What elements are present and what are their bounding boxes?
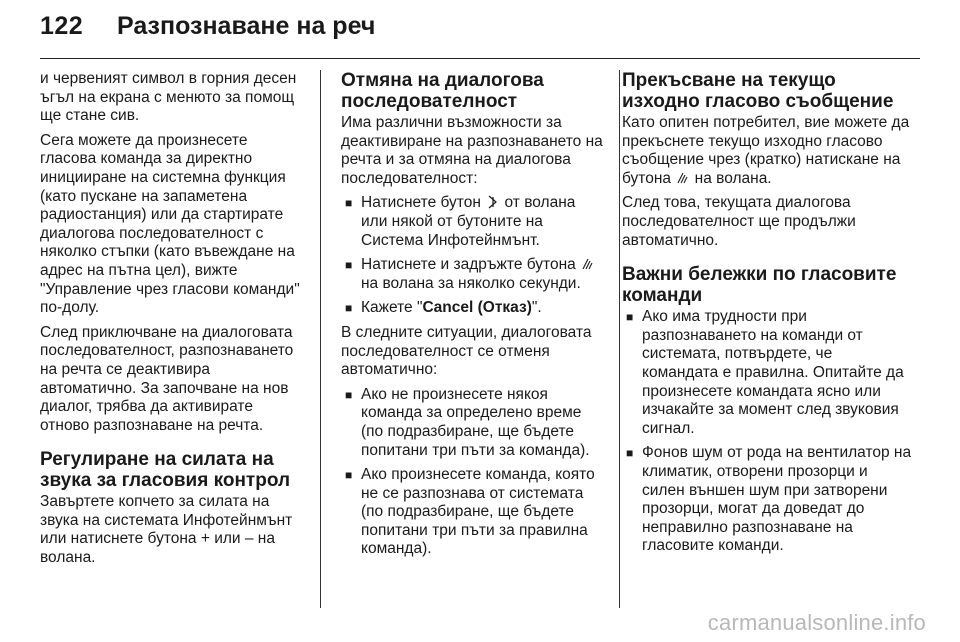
section-heading-volume: Регулиране на силата на звука за гласовия контрол	[40, 449, 291, 492]
bullet-icon: ■	[626, 446, 634, 461]
bullet-icon: ■	[345, 258, 353, 273]
cancel-methods-list	[341, 194, 606, 318]
list-item: ■ Ако произнесете команда, която не се разпознава от системата (по подразбиране, ще бъдете попитани три пъти за правилна команда).	[345, 466, 595, 558]
section-heading-notes: Важни бележки по гласовите команди	[622, 264, 897, 307]
section-heading-cancel: Отмяна на диалогова последователност	[341, 70, 544, 112]
paragraph: и червеният символ в горния десен ъгъл на екрана с менюто за помощ ще стане сив.	[40, 70, 297, 125]
voice-button-icon	[582, 257, 593, 271]
bullet-icon: ■	[345, 196, 353, 211]
bullet-icon: ■	[626, 310, 634, 325]
paragraph: Сега можете да произнесете гласова команда за директно иницииране на системна функция (като пускане на запаметена радиостанция) или да стартирате диалогова последователност с няколко стъпки (като въвеждане на адрес на пътна цел), вижте "Управление чрез гласови команди" по-долу.	[40, 131, 300, 317]
page-header	[0, 0, 960, 60]
column-3	[622, 70, 912, 562]
paragraph: След приключване на диалоговата последователност, разпознаването на речта се деактивира автоматично. За започване на нов диалог, трябва да активирате отново разпознаване на речта.	[40, 323, 294, 434]
column-divider-1	[320, 70, 321, 608]
bullet-icon: ■	[345, 468, 353, 483]
watermark: carmanualsonline.info	[707, 610, 926, 635]
paragraph: Завъртете копчето за силата на звука на системата Инфотейнмънт или натиснете бутона + или – на волана.	[40, 493, 293, 567]
paragraph: В следните ситуации, диалоговата последователност се отменя автоматично:	[341, 323, 592, 379]
list-item: ■ Кажете "Cancel (Отказ)".	[345, 299, 542, 317]
column-divider-2	[619, 70, 620, 608]
list-item: ■ Натиснете бутон от волана или някой от бутоните на Система Инфотейнмънт.	[345, 194, 576, 249]
auto-cancel-list	[341, 386, 606, 559]
list-item: ■ Натиснете и задръжте бутона на волана за няколко секунди.	[341, 256, 606, 293]
bullet-icon: ■	[345, 301, 353, 316]
column-1	[40, 70, 302, 574]
column-2	[341, 70, 606, 565]
notes-list	[622, 308, 912, 556]
page-title: Разпознаване на реч	[117, 12, 376, 40]
page-number: 122	[40, 12, 84, 40]
header-divider	[40, 58, 920, 59]
section-heading-interrupt: Прекъсване на текущо изходно гласово съобщение	[622, 70, 894, 112]
bullet-icon: ■	[345, 387, 353, 402]
paragraph: Има различни възможности за деактивиране на разпознаването на речта и за отмяна на диалогова последователност:	[341, 114, 603, 187]
list-item: ■ Ако има трудности при разпознаването на команди от системата, потвърдете, че командата е правилна. Опитайте да произнесете командата ясно или изчакайте за момент след звуковия сигнал.	[626, 308, 904, 437]
list-item: ■ Ако не произнесете някоя команда за определено време (по подразбиране, ще бъдете попитани три пъти за команда).	[345, 385, 590, 459]
paragraph: След това, текущата диалогова последователност ще продължи автоматично.	[622, 194, 856, 249]
paragraph: Като опитен потребител, вие можете да прекъснете текущо изходно гласово съобщение чрез (кратко) натискане на бутона на волана.	[622, 114, 910, 187]
list-item: ■ Фонов шум от рода на вентилатор на климатик, отворени прозорци и силен външен шум при затворени прозорци, могат да доведат до неправилно разпознаване на гласовите команди.	[626, 444, 912, 555]
phone-hangup-icon	[487, 195, 498, 209]
voice-button-icon	[677, 171, 688, 185]
